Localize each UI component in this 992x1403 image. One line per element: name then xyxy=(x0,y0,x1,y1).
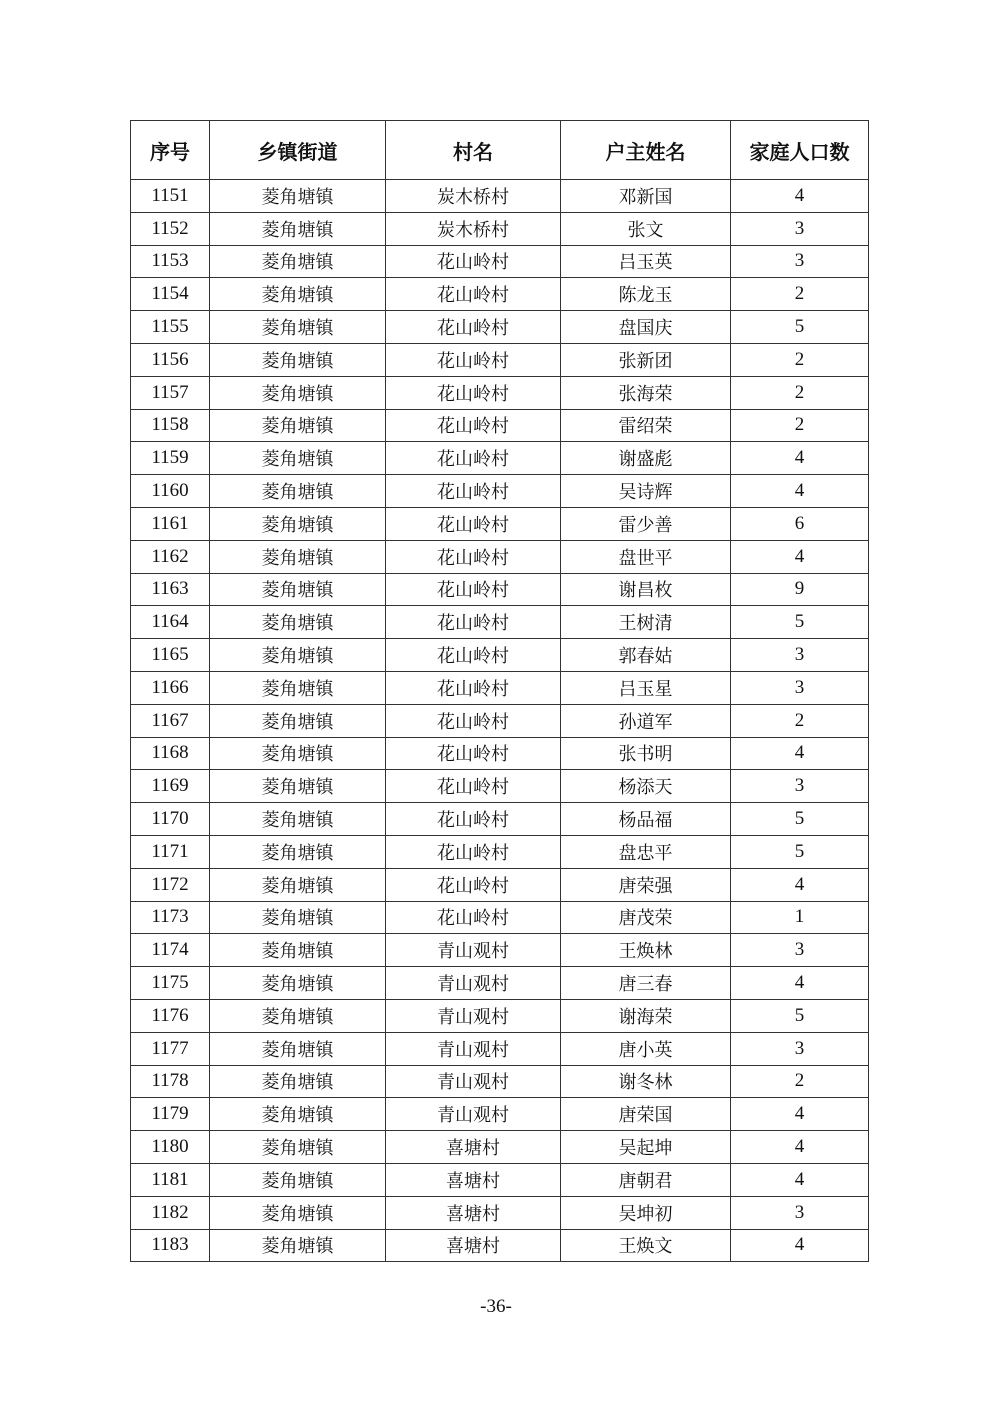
householder-cell: 谢盛彪 xyxy=(561,442,731,475)
village-cell: 花山岭村 xyxy=(386,376,561,409)
village-cell: 花山岭村 xyxy=(386,704,561,737)
village-cell: 花山岭村 xyxy=(386,540,561,573)
household-size-cell: 2 xyxy=(731,1065,869,1098)
household-size-cell: 4 xyxy=(731,540,869,573)
village-cell: 花山岭村 xyxy=(386,409,561,442)
household-size-cell: 4 xyxy=(731,1229,869,1262)
serial-cell: 1164 xyxy=(131,606,210,639)
township-cell: 菱角塘镇 xyxy=(210,442,386,475)
township-cell: 菱角塘镇 xyxy=(210,901,386,934)
householder-cell: 王焕文 xyxy=(561,1229,731,1262)
household-size-cell: 4 xyxy=(731,1163,869,1196)
village-cell: 青山观村 xyxy=(386,1098,561,1131)
household-size-cell: 3 xyxy=(731,639,869,672)
householder-cell: 张文 xyxy=(561,212,731,245)
village-cell: 喜塘村 xyxy=(386,1229,561,1262)
township-cell: 菱角塘镇 xyxy=(210,540,386,573)
householder-cell: 杨品福 xyxy=(561,803,731,836)
table-row xyxy=(131,606,869,639)
serial-cell: 1170 xyxy=(131,803,210,836)
township-cell: 菱角塘镇 xyxy=(210,1131,386,1164)
header-household-size: 家庭人口数 xyxy=(731,121,869,180)
serial-cell: 1152 xyxy=(131,212,210,245)
township-cell: 菱角塘镇 xyxy=(210,343,386,376)
table-row xyxy=(131,934,869,967)
table-row xyxy=(131,311,869,344)
township-cell: 菱角塘镇 xyxy=(210,704,386,737)
household-size-cell: 3 xyxy=(731,1032,869,1065)
household-size-cell: 2 xyxy=(731,376,869,409)
township-cell: 菱角塘镇 xyxy=(210,376,386,409)
household-size-cell: 4 xyxy=(731,180,869,213)
serial-cell: 1174 xyxy=(131,934,210,967)
table-row xyxy=(131,1032,869,1065)
township-cell: 菱角塘镇 xyxy=(210,967,386,1000)
table-row xyxy=(131,212,869,245)
householder-cell: 雷绍荣 xyxy=(561,409,731,442)
householder-cell: 盘忠平 xyxy=(561,835,731,868)
householder-cell: 张新团 xyxy=(561,343,731,376)
householder-cell: 张海荣 xyxy=(561,376,731,409)
township-cell: 菱角塘镇 xyxy=(210,475,386,508)
table-row xyxy=(131,803,869,836)
householder-cell: 盘国庆 xyxy=(561,311,731,344)
table-row xyxy=(131,737,869,770)
township-cell: 菱角塘镇 xyxy=(210,835,386,868)
household-size-cell: 3 xyxy=(731,1196,869,1229)
table-row xyxy=(131,835,869,868)
table-row xyxy=(131,573,869,606)
householder-cell: 雷少善 xyxy=(561,507,731,540)
serial-cell: 1179 xyxy=(131,1098,210,1131)
household-size-cell: 6 xyxy=(731,507,869,540)
household-size-cell: 5 xyxy=(731,803,869,836)
header-township: 乡镇街道 xyxy=(210,121,386,180)
household-size-cell: 4 xyxy=(731,1131,869,1164)
householder-cell: 谢冬林 xyxy=(561,1065,731,1098)
village-cell: 花山岭村 xyxy=(386,343,561,376)
table-row xyxy=(131,442,869,475)
village-cell: 炭木桥村 xyxy=(386,212,561,245)
header-village: 村名 xyxy=(386,121,561,180)
serial-cell: 1182 xyxy=(131,1196,210,1229)
householder-cell: 吕玉英 xyxy=(561,245,731,278)
serial-cell: 1159 xyxy=(131,442,210,475)
table-header xyxy=(131,121,869,180)
township-cell: 菱角塘镇 xyxy=(210,1196,386,1229)
serial-cell: 1153 xyxy=(131,245,210,278)
village-cell: 喜塘村 xyxy=(386,1196,561,1229)
village-cell: 花山岭村 xyxy=(386,770,561,803)
table-row xyxy=(131,967,869,1000)
householder-cell: 唐三春 xyxy=(561,967,731,1000)
serial-cell: 1156 xyxy=(131,343,210,376)
table-row xyxy=(131,507,869,540)
village-cell: 青山观村 xyxy=(386,934,561,967)
table-row xyxy=(131,245,869,278)
township-cell: 菱角塘镇 xyxy=(210,934,386,967)
table-row xyxy=(131,180,869,213)
village-cell: 花山岭村 xyxy=(386,311,561,344)
township-cell: 菱角塘镇 xyxy=(210,803,386,836)
village-cell: 炭木桥村 xyxy=(386,180,561,213)
householder-cell: 吴坤初 xyxy=(561,1196,731,1229)
township-cell: 菱角塘镇 xyxy=(210,1163,386,1196)
householder-cell: 吴起坤 xyxy=(561,1131,731,1164)
township-cell: 菱角塘镇 xyxy=(210,507,386,540)
township-cell: 菱角塘镇 xyxy=(210,1065,386,1098)
table-row xyxy=(131,343,869,376)
village-cell: 花山岭村 xyxy=(386,278,561,311)
serial-cell: 1158 xyxy=(131,409,210,442)
village-cell: 喜塘村 xyxy=(386,1163,561,1196)
township-cell: 菱角塘镇 xyxy=(210,278,386,311)
table-row xyxy=(131,409,869,442)
village-cell: 青山观村 xyxy=(386,1065,561,1098)
village-cell: 喜塘村 xyxy=(386,1131,561,1164)
village-cell: 花山岭村 xyxy=(386,737,561,770)
household-size-cell: 3 xyxy=(731,770,869,803)
serial-cell: 1172 xyxy=(131,868,210,901)
table-row xyxy=(131,278,869,311)
village-cell: 花山岭村 xyxy=(386,606,561,639)
header-row xyxy=(131,121,869,180)
table-row xyxy=(131,671,869,704)
household-size-cell: 2 xyxy=(731,704,869,737)
serial-cell: 1165 xyxy=(131,639,210,672)
household-size-cell: 5 xyxy=(731,311,869,344)
serial-cell: 1178 xyxy=(131,1065,210,1098)
household-size-cell: 4 xyxy=(731,967,869,1000)
householder-cell: 孙道军 xyxy=(561,704,731,737)
table-row xyxy=(131,868,869,901)
household-size-cell: 9 xyxy=(731,573,869,606)
township-cell: 菱角塘镇 xyxy=(210,639,386,672)
serial-cell: 1169 xyxy=(131,770,210,803)
township-cell: 菱角塘镇 xyxy=(210,1098,386,1131)
village-cell: 花山岭村 xyxy=(386,671,561,704)
village-cell: 花山岭村 xyxy=(386,803,561,836)
household-size-cell: 4 xyxy=(731,442,869,475)
serial-cell: 1166 xyxy=(131,671,210,704)
table-row xyxy=(131,1131,869,1164)
township-cell: 菱角塘镇 xyxy=(210,1229,386,1262)
serial-cell: 1180 xyxy=(131,1131,210,1164)
table-row xyxy=(131,770,869,803)
table-row xyxy=(131,376,869,409)
village-cell: 花山岭村 xyxy=(386,442,561,475)
table-row xyxy=(131,1229,869,1262)
table-row xyxy=(131,1098,869,1131)
village-cell: 花山岭村 xyxy=(386,835,561,868)
table-row xyxy=(131,1065,869,1098)
township-cell: 菱角塘镇 xyxy=(210,212,386,245)
household-size-cell: 4 xyxy=(731,1098,869,1131)
householder-cell: 唐朝君 xyxy=(561,1163,731,1196)
householder-cell: 唐茂荣 xyxy=(561,901,731,934)
household-size-cell: 3 xyxy=(731,671,869,704)
household-size-cell: 5 xyxy=(731,606,869,639)
village-cell: 花山岭村 xyxy=(386,868,561,901)
householder-cell: 杨添天 xyxy=(561,770,731,803)
township-cell: 菱角塘镇 xyxy=(210,1032,386,1065)
household-size-cell: 3 xyxy=(731,212,869,245)
township-cell: 菱角塘镇 xyxy=(210,737,386,770)
serial-cell: 1154 xyxy=(131,278,210,311)
village-cell: 青山观村 xyxy=(386,999,561,1032)
serial-cell: 1177 xyxy=(131,1032,210,1065)
household-size-cell: 5 xyxy=(731,999,869,1032)
serial-cell: 1171 xyxy=(131,835,210,868)
household-size-cell: 3 xyxy=(731,934,869,967)
household-size-cell: 2 xyxy=(731,409,869,442)
householder-cell: 王树清 xyxy=(561,606,731,639)
township-cell: 菱角塘镇 xyxy=(210,868,386,901)
serial-cell: 1163 xyxy=(131,573,210,606)
household-size-cell: 5 xyxy=(731,835,869,868)
household-size-cell: 4 xyxy=(731,475,869,508)
township-cell: 菱角塘镇 xyxy=(210,606,386,639)
household-size-cell: 3 xyxy=(731,245,869,278)
household-size-cell: 2 xyxy=(731,343,869,376)
page-number: -36- xyxy=(480,1296,512,1317)
serial-cell: 1175 xyxy=(131,967,210,1000)
householder-cell: 唐荣强 xyxy=(561,868,731,901)
table-row xyxy=(131,475,869,508)
table-row xyxy=(131,704,869,737)
table-row xyxy=(131,540,869,573)
householder-cell: 唐小英 xyxy=(561,1032,731,1065)
householder-cell: 谢昌枚 xyxy=(561,573,731,606)
householder-cell: 张书明 xyxy=(561,737,731,770)
household-size-cell: 2 xyxy=(731,278,869,311)
householder-cell: 吴诗辉 xyxy=(561,475,731,508)
householder-cell: 陈龙玉 xyxy=(561,278,731,311)
householder-cell: 谢海荣 xyxy=(561,999,731,1032)
householder-cell: 吕玉星 xyxy=(561,671,731,704)
header-householder: 户主姓名 xyxy=(561,121,731,180)
table-row xyxy=(131,1196,869,1229)
householder-cell: 邓新国 xyxy=(561,180,731,213)
header-serial: 序号 xyxy=(131,121,210,180)
serial-cell: 1183 xyxy=(131,1229,210,1262)
village-cell: 花山岭村 xyxy=(386,507,561,540)
serial-cell: 1176 xyxy=(131,999,210,1032)
table-row xyxy=(131,639,869,672)
serial-cell: 1155 xyxy=(131,311,210,344)
village-cell: 花山岭村 xyxy=(386,639,561,672)
serial-cell: 1157 xyxy=(131,376,210,409)
household-size-cell: 4 xyxy=(731,737,869,770)
village-cell: 青山观村 xyxy=(386,1032,561,1065)
table-row xyxy=(131,999,869,1032)
serial-cell: 1168 xyxy=(131,737,210,770)
householder-cell: 盘世平 xyxy=(561,540,731,573)
serial-cell: 1181 xyxy=(131,1163,210,1196)
village-cell: 花山岭村 xyxy=(386,901,561,934)
table-body xyxy=(131,180,869,1262)
township-cell: 菱角塘镇 xyxy=(210,245,386,278)
serial-cell: 1167 xyxy=(131,704,210,737)
township-cell: 菱角塘镇 xyxy=(210,573,386,606)
household-table xyxy=(130,120,869,1262)
table-row xyxy=(131,901,869,934)
township-cell: 菱角塘镇 xyxy=(210,770,386,803)
serial-cell: 1151 xyxy=(131,180,210,213)
township-cell: 菱角塘镇 xyxy=(210,999,386,1032)
householder-cell: 王焕林 xyxy=(561,934,731,967)
township-cell: 菱角塘镇 xyxy=(210,409,386,442)
serial-cell: 1161 xyxy=(131,507,210,540)
serial-cell: 1173 xyxy=(131,901,210,934)
householder-cell: 郭春姑 xyxy=(561,639,731,672)
household-size-cell: 1 xyxy=(731,901,869,934)
village-cell: 花山岭村 xyxy=(386,245,561,278)
township-cell: 菱角塘镇 xyxy=(210,311,386,344)
village-cell: 花山岭村 xyxy=(386,573,561,606)
serial-cell: 1160 xyxy=(131,475,210,508)
householder-cell: 唐荣国 xyxy=(561,1098,731,1131)
table-row xyxy=(131,1163,869,1196)
village-cell: 青山观村 xyxy=(386,967,561,1000)
village-cell: 花山岭村 xyxy=(386,475,561,508)
township-cell: 菱角塘镇 xyxy=(210,671,386,704)
township-cell: 菱角塘镇 xyxy=(210,180,386,213)
serial-cell: 1162 xyxy=(131,540,210,573)
household-size-cell: 4 xyxy=(731,868,869,901)
